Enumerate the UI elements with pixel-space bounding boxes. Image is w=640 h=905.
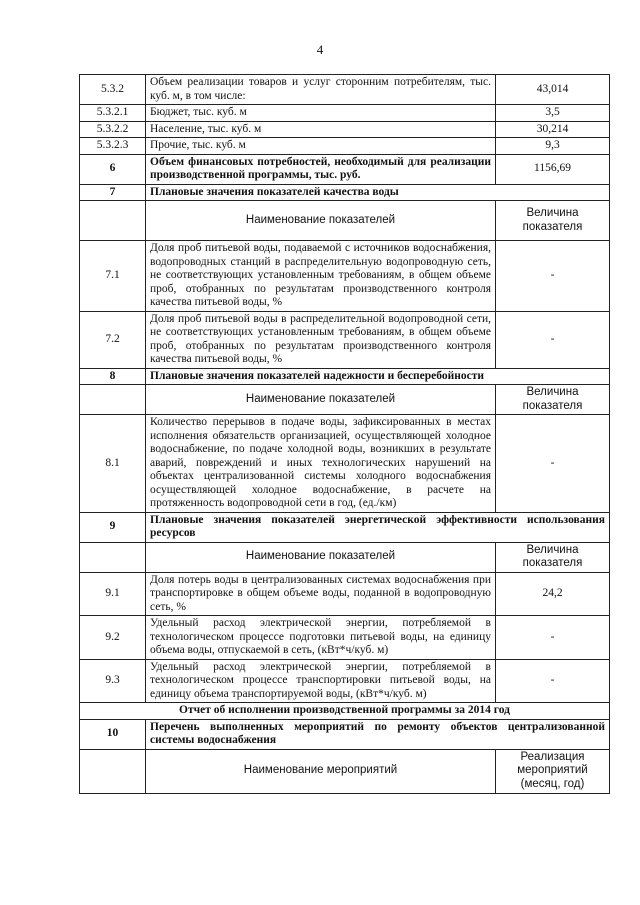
column-header-name: Наименование показателей bbox=[146, 201, 496, 241]
row-description: Объем финансовых потребностей, необходимый для реализации производственной программы, тыс. руб. bbox=[146, 154, 496, 184]
row-value: - bbox=[496, 415, 610, 513]
table-row bbox=[80, 105, 610, 122]
table-row bbox=[80, 241, 610, 312]
column-header-row bbox=[80, 542, 610, 572]
production-program-table bbox=[79, 74, 610, 794]
column-header-value: Реализация мероприятий (месяц, год) bbox=[496, 749, 610, 793]
table-row bbox=[80, 138, 610, 155]
row-value: 43,014 bbox=[496, 75, 610, 105]
table-row bbox=[80, 572, 610, 616]
row-description: Удельный расход электрической энергии, потребляемой в технологическом процессе транспортировки питьевой воды, на единицу объема транспортируемой воды, (кВт*ч/куб. м) bbox=[146, 659, 496, 703]
column-header-row bbox=[80, 385, 610, 415]
empty-cell bbox=[80, 542, 146, 572]
section-row bbox=[80, 512, 610, 542]
table-row bbox=[80, 659, 610, 703]
row-number: 9.2 bbox=[80, 616, 146, 660]
row-description: Доля проб питьевой воды, подаваемой с источников водоснабжения, водопроводных станций в распределительную водопроводную сеть, не соответствующих установленным требованиям, в общем объеме проб, отобранных по результатам производственного контроля качества питьевой воды, % bbox=[146, 241, 496, 312]
row-number: 7.2 bbox=[80, 311, 146, 368]
row-description: Объем реализации товаров и услуг сторонним потребителям, тыс. куб. м, в том числе: bbox=[146, 75, 496, 105]
table-row bbox=[80, 154, 610, 184]
section-title: Плановые значения показателей энергетической эффективности использования ресурсов bbox=[146, 512, 610, 542]
section-number: 10 bbox=[80, 719, 146, 749]
section-number: 8 bbox=[80, 368, 146, 385]
row-number: 6 bbox=[80, 154, 146, 184]
row-value: 30,214 bbox=[496, 121, 610, 138]
column-header-value: Величина показателя bbox=[496, 542, 610, 572]
column-header-name: Наименование показателей bbox=[146, 542, 496, 572]
column-header-value: Величина показателя bbox=[496, 385, 610, 415]
row-description: Население, тыс. куб. м bbox=[146, 121, 496, 138]
row-description: Доля потерь воды в централизованных системах водоснабжения при транспортировке в общем объеме воды, поданной в водопроводную сеть, % bbox=[146, 572, 496, 616]
row-description: Доля проб питьевой воды в распределительной водопроводной сети, не соответствующих установленным требованиям, в общем объеме проб, отобранных по результатам производственного контроля качества питьевой воды, % bbox=[146, 311, 496, 368]
report-heading: Отчет об исполнении производственной программы за 2014 год bbox=[80, 703, 610, 720]
section-number: 7 bbox=[80, 184, 146, 201]
section-number: 9 bbox=[80, 512, 146, 542]
row-description: Удельный расход электрической энергии, потребляемой в технологическом процессе подготовки питьевой воды, на единицу объема воды, отпускаемой в сеть, (кВт*ч/куб. м) bbox=[146, 616, 496, 660]
row-value: 24,2 bbox=[496, 572, 610, 616]
column-header-name: Наименование показателей bbox=[146, 385, 496, 415]
empty-cell bbox=[80, 385, 146, 415]
row-description: Прочие, тыс. куб. м bbox=[146, 138, 496, 155]
row-description: Количество перерывов в подаче воды, зафиксированных в местах исполнения обязательств организацией, осуществляющей холодное водоснабжение, по подаче холодной воды, возникших в результате аварий, повреждений и иных технологических нарушений на объектах централизованной системы холодного водоснабжения осуществляющей холодное водоснабжение, в расчете на протяженность водопроводной сети в год, (ед./км) bbox=[146, 415, 496, 513]
column-header-name: Наименование мероприятий bbox=[146, 749, 496, 793]
row-description: Бюджет, тыс. куб. м bbox=[146, 105, 496, 122]
section-row bbox=[80, 368, 610, 385]
table-row bbox=[80, 311, 610, 368]
row-number: 5.3.2 bbox=[80, 75, 146, 105]
column-header-row bbox=[80, 749, 610, 793]
row-value: - bbox=[496, 659, 610, 703]
row-number: 9.1 bbox=[80, 572, 146, 616]
empty-cell bbox=[80, 749, 146, 793]
row-number: 7.1 bbox=[80, 241, 146, 312]
row-number: 8.1 bbox=[80, 415, 146, 513]
row-value: 9,3 bbox=[496, 138, 610, 155]
section-title: Перечень выполненных мероприятий по ремонту объектов централизованной системы водоснабжения bbox=[146, 719, 610, 749]
row-number: 5.3.2.1 bbox=[80, 105, 146, 122]
row-value: - bbox=[496, 616, 610, 660]
row-number: 5.3.2.3 bbox=[80, 138, 146, 155]
column-header-row bbox=[80, 201, 610, 241]
column-header-value: Величина показателя bbox=[496, 201, 610, 241]
table-row bbox=[80, 616, 610, 660]
table-row bbox=[80, 415, 610, 513]
table-row bbox=[80, 121, 610, 138]
row-value: 3,5 bbox=[496, 105, 610, 122]
section-row bbox=[80, 184, 610, 201]
table-row bbox=[80, 75, 610, 105]
row-value: 1156,69 bbox=[496, 154, 610, 184]
report-heading-row bbox=[80, 703, 610, 720]
section-row bbox=[80, 719, 610, 749]
section-title: Плановые значения показателей надежности и бесперебойности bbox=[146, 368, 610, 385]
empty-cell bbox=[80, 201, 146, 241]
row-number: 9.3 bbox=[80, 659, 146, 703]
row-value: - bbox=[496, 241, 610, 312]
row-value: - bbox=[496, 311, 610, 368]
page-number: 4 bbox=[316, 42, 324, 57]
section-title: Плановые значения показателей качества воды bbox=[146, 184, 610, 201]
row-number: 5.3.2.2 bbox=[80, 121, 146, 138]
